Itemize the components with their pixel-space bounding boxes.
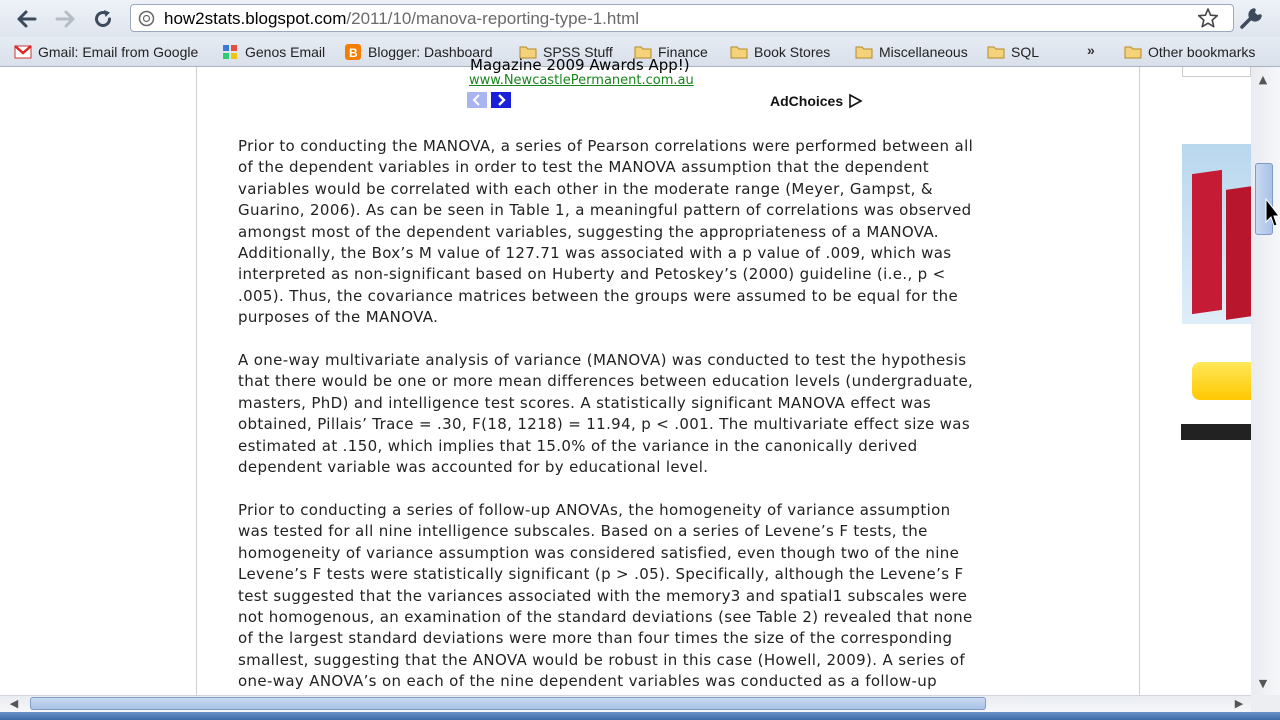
text-line: not homogenous, an examination of the standard deviations (see Table 2) revealed that none [238,608,973,627]
bookmark-label: Genos Email [245,44,326,60]
bookmark-folder-bookstores[interactable] [730,42,830,62]
sidebar-ad-image[interactable] [1182,144,1251,324]
scroll-up-arrow-icon[interactable]: ▲ [1258,72,1268,86]
text-line: that there would be one or more mean differences between education levels (undergraduate, [238,372,974,391]
bookmark-label: Miscellaneous [879,44,968,60]
scroll-down-arrow-icon[interactable]: ▼ [1258,676,1268,690]
text-line: smallest, suggesting that the ANOVA would be robust in this case (Howell, 2009). A series of [238,650,966,669]
text-line: interpreted as non-significant based on Huberty and Petoskey’s (2000) guideline (i.e., p < [238,265,946,284]
text-line: .005). Thus, the covariance matrices between the groups were assumed to be equal for the [238,286,959,305]
ad-url-link[interactable]: www.NewcastlePermanent.com.au [469,73,694,88]
url-path: /2011/10/manova-reporting-type-1.html [346,9,640,28]
article-paragraph-2 [238,350,1108,478]
folder-icon [1124,44,1142,60]
forward-button[interactable] [52,6,78,32]
browser-toolbar [0,0,1280,37]
bookmark-gmail[interactable] [14,42,198,62]
bookmark-folder-sql[interactable] [987,42,1039,62]
bookmark-label: Blogger: Dashboard [368,44,493,60]
back-button[interactable] [14,6,40,32]
text-line: Additionally, the Box’s M value of 127.71 was associated with a p value of .009, which was [238,244,952,263]
sidebar-box [1182,67,1251,77]
bookmark-label: Other bookmarks [1148,44,1256,60]
ad-book-graphic [1226,186,1252,320]
adchoices-triangle-icon [847,94,863,108]
blogger-icon [344,44,362,60]
wrench-icon[interactable] [1238,6,1264,32]
page-icon [138,10,155,27]
scroll-left-arrow-icon[interactable]: ◀ [9,696,19,710]
horizontal-scroll-thumb[interactable] [30,697,986,710]
text-line: one-way ANOVA’s on each of the nine dependent variables was conducted as a follow-up [238,672,938,691]
genos-icon [221,44,239,60]
reload-icon [92,8,114,30]
back-arrow-icon [16,8,38,30]
article-paragraph-3 [238,500,1108,693]
bookmark-label: SPSS Stuff [543,44,613,60]
text-line: Levene’s F tests were statistically significant (p > .05). Specifically, although the Levene’s F [238,565,964,584]
bookmark-label: SQL [1011,44,1040,60]
bookmark-label: Book Stores [754,44,831,60]
text-line: homogeneity of variance assumption was considered satisfied, even though two of the nine [238,543,960,562]
folder-icon [855,44,873,60]
address-bar[interactable] [130,4,1234,32]
text-line: estimated at .150, which implies that 15.0% of the variance in the canonically derived [238,436,918,455]
chevron-right-icon [491,92,511,108]
adchoices-label: AdChoices [770,93,844,109]
url-domain: how2stats.blogspot.com [164,9,347,28]
ad-book-graphic [1192,170,1222,314]
ad-next-button[interactable] [491,92,511,108]
gmail-icon [14,44,32,60]
folder-icon [730,44,748,60]
star-icon[interactable] [1197,7,1219,29]
vertical-scrollbar[interactable] [1251,67,1280,695]
text-line: Prior to conducting the MANOVA, a series of Pearson correlations were performed between all [238,137,974,155]
ad-headline[interactable]: Magazine 2009 Awards App!) [470,56,690,74]
forward-arrow-icon [54,8,76,30]
text-line: amongst most of the dependent variables, suggesting the appropriateness of a MANOVA. [238,222,939,241]
sidebar-dark-bar [1181,424,1251,440]
scrollbar-corner [1251,695,1280,712]
adchoices-link[interactable] [770,93,863,109]
mouse-cursor-icon [1265,198,1279,230]
text-line: dependent variable was accounted for by educational level. [238,458,709,477]
text-line: variables would be correlated with each other in the moderate range (Meyer, Gampst, & [238,179,933,198]
text-line: was tested for all nine intelligence subscales. Based on a series of Levene’s F tests, the [238,522,928,541]
web-page [0,56,1251,695]
text-line: Guarino, 2006). As can be seen in Table 1, a meaningful pattern of correlations was observed [238,201,972,220]
url-text [164,9,639,29]
text-line: purposes of the MANOVA. [238,308,439,327]
text-line: test suggested that the variances associated with the memory3 and spatial1 subscales were [238,586,968,605]
chevron-left-icon [467,92,487,108]
taskbar-strip [0,712,1280,720]
sidebar-ad-button[interactable] [1192,362,1251,400]
folder-icon [987,44,1005,60]
bookmark-folder-misc[interactable] [855,42,968,62]
text-line: masters, PhD) and intelligence test scores. A statistically significant MANOVA effect was [238,393,932,412]
scroll-right-arrow-icon[interactable]: ▶ [1234,696,1244,710]
svg-text:B: B [349,46,358,60]
text-line: Prior to conducting a series of follow-up ANOVAs, the homogeneity of variance assumption [238,501,951,519]
article-paragraph-1 [238,136,1108,329]
bookmark-folder-other[interactable] [1124,42,1255,62]
bookmark-label: Gmail: Email from Google [38,44,199,60]
reload-button[interactable] [90,6,116,32]
bookmarks-overflow-chevron[interactable]: » [1087,42,1095,58]
bookmark-label: Finance [658,44,708,60]
text-line: obtained, Pillais’ Trace = .30, F(18, 1218) = 11.94, p < .001. The multivariate effect size was [238,415,970,434]
text-line: A one-way multivariate analysis of variance (MANOVA) was conducted to test the hypothesis [238,351,967,369]
bookmark-genos[interactable] [221,42,325,62]
text-line: of the largest standard deviations were more than four times the size of the corresponding [238,629,953,648]
ad-prev-button[interactable] [467,92,487,108]
text-line: of the dependent variables in order to test the MANOVA assumption that the dependent [238,158,930,177]
